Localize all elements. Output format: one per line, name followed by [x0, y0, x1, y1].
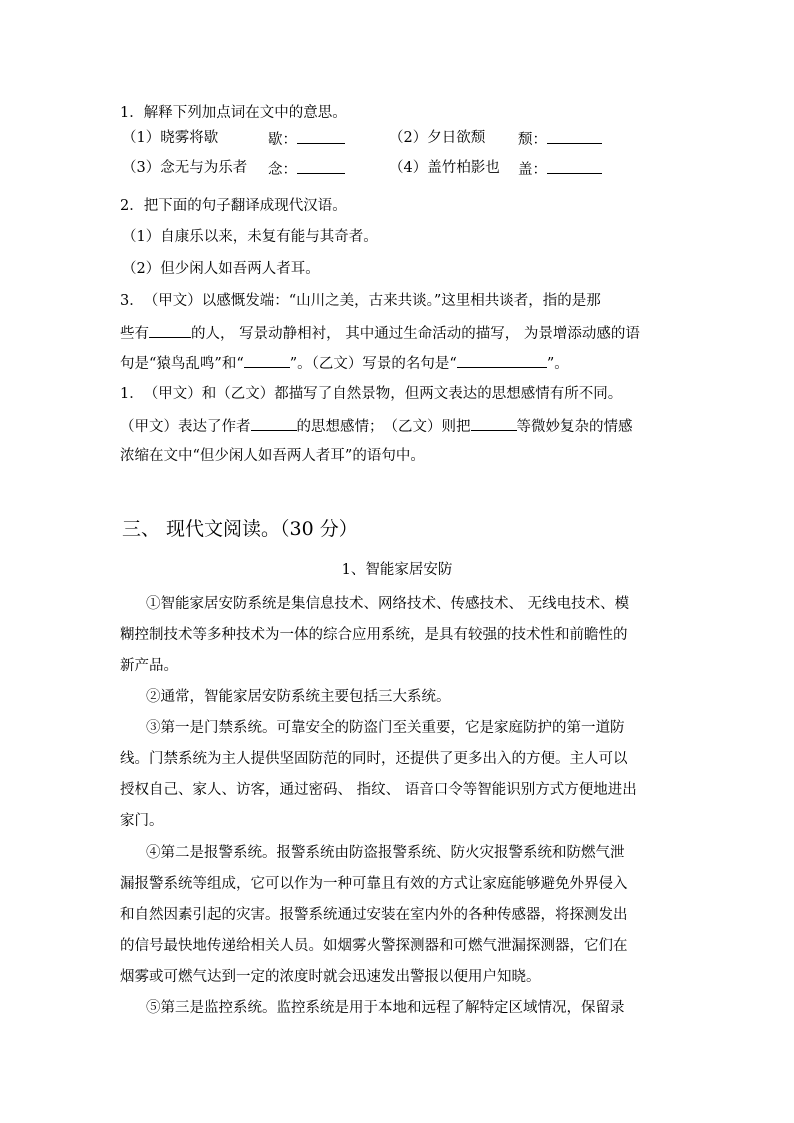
- article-title: 1、智能家居安防: [341, 562, 453, 578]
- q1-item-4-label: 盖：: [518, 158, 602, 180]
- q1-item-2-label: 颓：: [518, 128, 602, 150]
- paragraph-line: ③第一是门禁系统。可靠安全的防盗门至关重要，它是家庭防护的第一道防: [146, 720, 625, 736]
- paragraph-line: ①智能家居安防系统是集信息技术、网络技术、传感技术、 无线电技术、模: [146, 596, 630, 612]
- answer-blank[interactable]: [547, 158, 602, 174]
- answer-blank[interactable]: [547, 128, 602, 144]
- paragraph-line: ②通常，智能家居安防系统主要包括三大系统。: [146, 689, 451, 705]
- paragraph-line: ⑤第三是监控系统。监控系统是用于本地和远程了解特定区域情况，保留录: [146, 1000, 625, 1016]
- answer-blank[interactable]: [297, 158, 345, 174]
- q1-item-3-label: 念：: [268, 158, 345, 180]
- q2-sentence-2: （2）但少闲人如吾两人者耳。: [122, 261, 320, 277]
- answer-blank[interactable]: [244, 352, 290, 368]
- answer-blank[interactable]: [457, 352, 547, 368]
- q1-item-3-text: （3）念无与为乐者: [122, 160, 248, 176]
- paragraph-line: 新产品。: [120, 658, 178, 674]
- paragraph-line: 烟雾或可燃气达到一定的浓度时就会迅速发出警报以便用户知晓。: [120, 969, 541, 985]
- answer-blank[interactable]: [251, 415, 297, 431]
- paragraph-line: 和自然因素引起的灾害。报警系统通过安装在室内外的各种传感器，将探测发出: [120, 907, 628, 923]
- q1-item-1-label: 歇：: [268, 128, 345, 150]
- q3-line-3: 句是“猿鸟乱鸣”和“ ”。（乙文）写景的名句是“ ”。: [120, 352, 569, 374]
- section-heading: 三、 现代文阅读。（30 分）: [122, 518, 358, 540]
- answer-blank[interactable]: [297, 128, 345, 144]
- q4-line-2: （甲文）表达了作者 的思想感情； （乙文）则把 等微妙复杂的情感: [120, 415, 633, 437]
- paragraph-line: 家门。: [120, 813, 164, 829]
- q1-item-2-text: （2）夕日欲颓: [389, 130, 486, 146]
- paragraph-line: 糊控制技术等多种技术为一体的综合应用系统，是具有较强的技术性和前瞻性的: [120, 627, 628, 643]
- q2-prompt: 2．把下面的句子翻译成现代汉语。: [120, 198, 347, 214]
- q1-item-1-text: （1）晓雾将歇: [122, 130, 219, 146]
- paragraph-line: 的信号最快地传递给相关人员。如烟雾火警探测器和可燃气泄漏探测器，它们在: [120, 938, 628, 954]
- answer-blank[interactable]: [471, 415, 517, 431]
- paragraph-line: 线。门禁系统为主人提供坚固防范的同时，还提供了更多出入的方便。主人可以: [120, 751, 628, 767]
- q3-line-1: 3． （甲文）以感慨发端：“山川之美，古来共谈。”这里相共谈者，指的是那: [120, 293, 601, 309]
- answer-blank[interactable]: [149, 322, 191, 338]
- q3-line-2: 些有 的人， 写景动静相衬， 其中通过生命活动的描写， 为景增添动感的语: [120, 322, 640, 344]
- q4-line-3: 浓缩在文中“但少闲人如吾两人者耳”的语句中。: [120, 448, 425, 464]
- paragraph-line: 授权自己、家人、访客，通过密码、 指纹、 语音口令等智能识别方式方便地进出: [120, 782, 637, 798]
- paragraph-line: ④第二是报警系统。报警系统由防盗报警系统、防火灾报警系统和防燃气泄: [146, 845, 625, 861]
- q1-prompt: 1．解释下列加点词在文中的意思。: [120, 105, 347, 121]
- q1-item-4-text: （4）盖竹柏影也: [389, 160, 500, 176]
- q2-sentence-1: （1）自康乐以来，未复有能与其奇者。: [122, 229, 378, 245]
- q4-line-1: 1． （甲文）和（乙文）都描写了自然景物，但两文表达的思想感情有所不同。: [120, 386, 623, 402]
- paragraph-line: 漏报警系统等组成，它可以作为一种可靠且有效的方式让家庭能够避免外界侵入: [120, 876, 628, 892]
